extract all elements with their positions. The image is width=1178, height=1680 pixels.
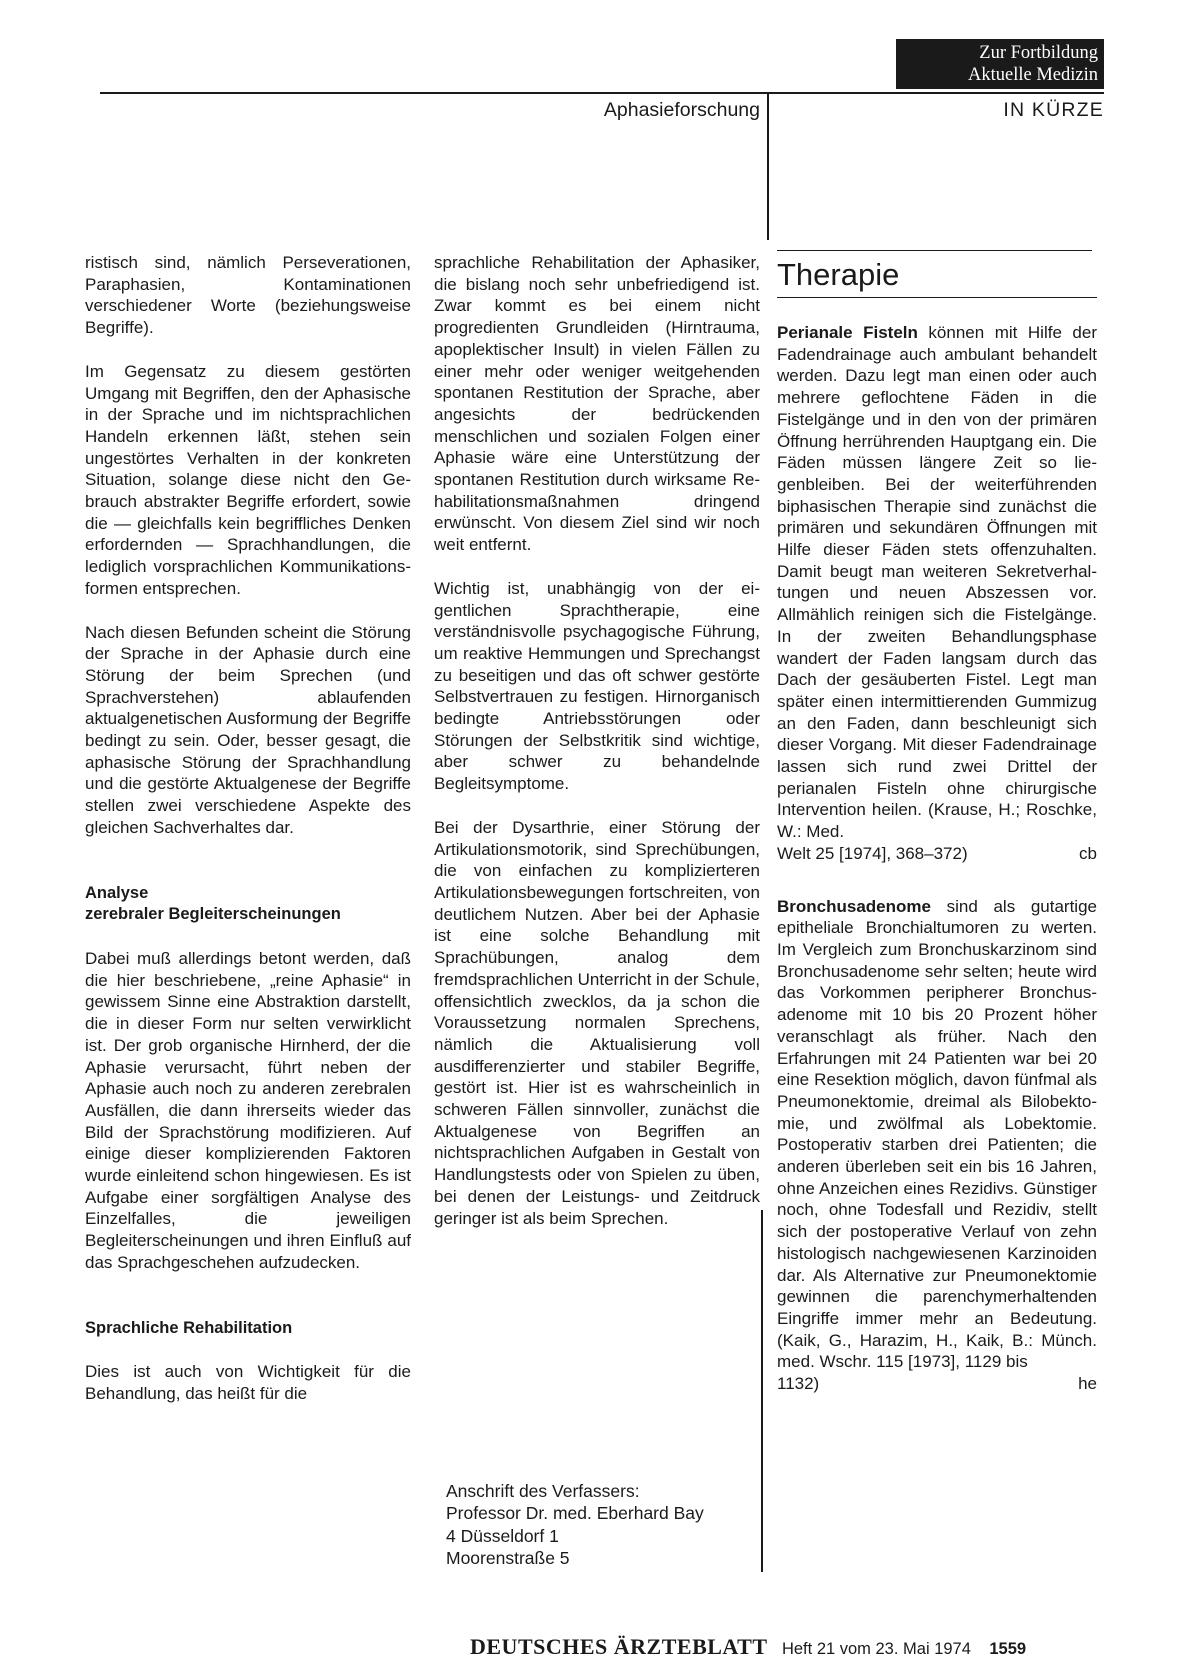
address-line: Anschrift des Verfassers: (446, 1481, 640, 1501)
paragraph: sprachliche Rehabilitation der Aphasiker, die bislang noch sehr unbefriedigend ist. Zwar kommt es bei einem nicht progredienten Grundleiden (Hirntrauma, apoplektischer Insult) in vielen Fällen zu einer mehr oder weniger weitgehenden spontanen Restitution der Sprache, aber angesichts der bedrückenden menschlichen und sozialen Folgen einer Aphasie wäre eine Unterstützung der spontanen Restitution durch wirksame Rehabilitationsmaßnahmen dringend erwünscht. Von diesem Ziel sind wir noch weit entfernt. (434, 253, 760, 555)
news-item-bronchusadenome (777, 896, 1097, 1373)
author-address (446, 1480, 756, 1570)
therapie-title: Therapie (777, 257, 900, 292)
badge-line-aktuelle-medizin: Aktuelle Medizin (968, 65, 1098, 85)
subheading-analyse (85, 883, 411, 926)
news-item-lead: Bronchusadenome (777, 896, 931, 916)
address-line: 4 Düsseldorf 1 (446, 1525, 559, 1546)
section-title-in-kuerze: IN KÜRZE (1003, 99, 1104, 121)
news-item-perianale-fisteln (777, 322, 1097, 843)
citation: 1132) (777, 1374, 820, 1394)
therapie-rule-bottom (777, 297, 1097, 298)
paragraph: Dies ist auch von Wichtigkeit für die Behandlung, das heißt für die (85, 1362, 411, 1403)
subheading-sprachliche-rehabilitation: Sprachliche Rehabilitation (85, 1318, 293, 1337)
article-column-2 (434, 252, 760, 1229)
page-number: 1559 (989, 1640, 1027, 1658)
subheading-line: zerebraler Begleiterscheinungen (85, 905, 341, 924)
column-divider-bottom (761, 1210, 763, 1572)
page-footer (470, 1634, 1090, 1660)
article-column-1 (85, 252, 411, 1405)
section-title-aphasieforschung: Aphasieforschung (603, 99, 760, 121)
in-kuerze-column (777, 250, 1097, 1395)
author-initials: he (1078, 1374, 1097, 1394)
journal-name: DEUTSCHES ÄRZTEBLATT (470, 1634, 768, 1659)
citation-line (777, 1373, 1097, 1395)
paragraph: Dabei muß allerdings betont werden, daß die hier beschriebene, „reine Aphasie“ in gewissem Sinne eine Abstraktion darstellt, die in dieser Form nur selten verwirklicht ist. Der grob organische Hirnherd, der die Aphasie verursacht, führt neben der Aphasie auch noch zu anderen zerebralen Ausfällen, die dann ihrerseits wieder das Bild der Sprachstörung modifizieren. Auf einige dieser komplizierenden Faktoren wurde einleitend schon hingewiesen. Es ist Aufgabe einer sorgfältigen Analyse des Einzelfalles, die jeweiligen Begleiterscheinungen und ihren Einfluß auf das Sprachgeschehen aufzudecken. (85, 948, 411, 1272)
header-rule (100, 92, 1104, 94)
news-item-body: können mit Hilfe der Fadendrainage auch ambulant behandelt werden. Dazu legt man einen oder auch mehrere geflochtene Fäden in die Fistelgänge und in den von der primären Öffnung herrührenden Hauptgang ein. Die Fäden müssen längere Zeit so liegenbleiben. Bei der weiterführenden biphasischen Therapie sind zunächst die primären und sekundären Öffnungen mit Hilfe dieser Fäden stets offenzuhalten. Damit beugt man weiteren Sekretverhaltungen und neuen Abszessen vor. Allmählich reinigen sich die Fistelgänge. In der zweiten Behandlungsphase wandert der Faden langsam durch das Dach der gesäuberten Fistel. Legt man später einen intermittierenden Gummizug an den Faden, dann beschleunigt sich dieser Vorgang. Mit dieser Fadendrainage lassen sich rund zwei Drittel der perianalen Fisteln ohne chirurgische Intervention heilen. (Krause, H.; Roschke, W.: Med. (777, 323, 1097, 842)
paragraph: ristisch sind, nämlich Perseverationen, Paraphasien, Kontaminationen verschiedener Worte (beziehungsweise Begriffe). (85, 253, 411, 338)
paragraph: Im Gegensatz zu diesem gestörten Umgang mit Begriffen, den der Aphasische in der Sprache und im nichtsprachlichen Handeln erkennen läßt, stehen sein ungestörtes Verhalten in der konkreten Situation, solange diese nicht den Gebrauch abstrakter Begriffe erfordert, sowie die — gleichfalls kein begriffliches Denken erfordernden — Sprachhandlungen, die lediglich vorsprachlichen Kommunikationsformen entsprechen. (85, 361, 411, 598)
badge-line-fortbildung: Zur Fortbildung (979, 43, 1098, 63)
therapie-rule-top (777, 250, 1092, 251)
news-item-body: sind als gutartige epitheliale Bronchialtumoren zu werten. Im Vergleich zum Bronchuskarzinom sind Bronchusadenome sehr selten; heute wird das Vorkommen peripherer Bronchusadenome mit 10 bis 20 Prozent höher veranschlagt als früher. Nach den Erfahrungen mit 24 Patienten war bei 20 eine Resektion möglich, davon fünfmal als Pneumonektomie, dreimal als Bilobektomie, und zwölfmal als Lobektomie. Postoperativ starben drei Patienten; die anderen überleben seit ein bis 16 Jahren, ohne Anzeichen eines Rezidivs. Günstiger noch, ohne Todesfall und Rezidiv, stellt sich der postoperative Verlauf von zehn histologisch nachgewiesenen Karzinoiden dar. Als Alternative zur Pneumonektomie gewinnen die parenchymerhaltenden Eingriffe immer mehr an Bedeutung. (Kaik, G., Harazim, H., Kaik, B.: Münch. med. Wschr. 115 [1973], 1129 bis (777, 896, 1097, 1372)
author-initials: cb (1079, 843, 1097, 863)
news-item-lead: Perianale Fisteln (777, 323, 918, 342)
paragraph: Bei der Dysarthrie, einer Störung der Artikulationsmotorik, sind Sprechübungen, die von einfachen zu komplizierteren Artikulationsbewegungen fortschreiten, von deutlichem Nutzen. Aber bei der Aphasie ist eine solche Behandlung mit Sprachübungen, analog dem fremdsprachlichen Unterricht in der Schule, offensichtlich zwecklos, da ja schon die Voraussetzung normalen Sprechens, nämlich die Aktualisierung voll ausdifferenzierter und stabiler Begriffe, gestört ist. Hier ist es wahrscheinlich in schweren Fällen sinnvoller, zunächst die Aktualgenese von Begriffen an nichtsprachlichen Aufgaben in Gestalt von Handlungstests oder von Spielen zu üben, bei denen der Leistungs- und Zeitdruck geringer ist als beim Sprechen. (434, 817, 760, 1228)
address-line: Moorenstraße 5 (446, 1548, 570, 1569)
citation: Welt 25 [1974], 368–372) (777, 843, 968, 863)
issue-info: Heft 21 vom 23. Mai 1974 (781, 1640, 971, 1658)
section-badge (896, 39, 1104, 89)
column-divider-top (767, 92, 769, 240)
subheading-line: Analyse (85, 883, 149, 902)
citation-line (777, 843, 1097, 865)
paragraph: Wichtig ist, unabhängig von der eigentlichen Sprachtherapie, eine verständnisvolle psychagogische Führung, um reaktive Hemmungen und Sprechangst zu beseitigen und das oft schwer gestörte Selbstvertrauen zu festigen. Hirnorganisch bedingte Antriebsstörungen oder Störungen der Selbstkritik sind wichtige, aber schwer zu behandelnde Begleitsymptome. (434, 578, 760, 794)
paragraph: Nach diesen Befunden scheint die Störung der Sprache in der Aphasie durch eine Störung der beim Sprechen (und Sprachverstehen) ablaufenden aktualgenetischen Ausformung der Begriffe bedingt zu sein. Oder, besser gesagt, die aphasische Störung der Sprachhandlung und die gestörte Aktualgenese der Begriffe stellen zwei verschiedene Aspekte des gleichen Sachverhaltes dar. (85, 622, 411, 837)
address-line: Professor Dr. med. Eberhard Bay (446, 1503, 704, 1524)
